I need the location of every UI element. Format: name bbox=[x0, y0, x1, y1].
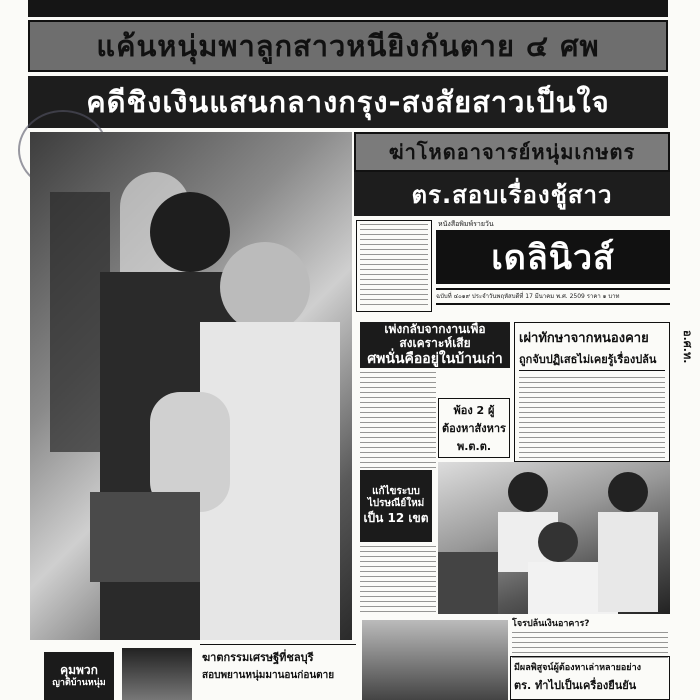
police-photo bbox=[438, 462, 670, 614]
bottom-right-text-2: ตร. ทำไปเป็นเครื่องยืนยัน bbox=[514, 679, 637, 692]
story-dead-body bbox=[360, 372, 436, 468]
bottom-mid-text-2: สอบพยานหนุ่มมานอนก่อนตาย bbox=[202, 670, 335, 681]
headline-2 bbox=[28, 76, 668, 128]
right-headline-dark bbox=[354, 172, 670, 216]
side-mark bbox=[676, 330, 696, 410]
story-dead-sub-text: ศพนั่นคืออยู่ในบ้านเก่า bbox=[367, 350, 503, 367]
bottom-left-text: คุมพวก bbox=[60, 662, 98, 677]
right-headline-grey bbox=[354, 132, 670, 172]
story-post-title: แก้ไขระบบ ไปรษณีย์ใหม่ bbox=[367, 486, 425, 509]
bottom-right-headline bbox=[510, 656, 670, 700]
side-mark-text: อ.ศ.ท. bbox=[681, 330, 694, 364]
masthead-dateline: ฉบับที่ ๔๐๑๙ ประจำวันพฤหัสบดีที่ 17 มีนาคม พ.ศ. 2509 ราคา ๑ บาท bbox=[436, 288, 670, 305]
question-text: โจรปล้นเงินอาคาร? bbox=[512, 619, 590, 629]
right-headline-grey-text: ฆ่าโหดอาจารย์หนุ่มเกษตร bbox=[388, 140, 636, 164]
bottom-photo bbox=[362, 620, 508, 700]
story-nongkhai-title: เผ่าทักษาจากหนองคาย bbox=[519, 331, 649, 346]
two-suspects-text: พ้อง 2 ผู้ต้องหาสังหาร พ.ต.ต. bbox=[442, 404, 506, 453]
masthead-title-text: เดลินิวส์ bbox=[491, 238, 615, 278]
masthead-title bbox=[436, 230, 670, 284]
story-post-sub: เป็น 12 เขต bbox=[363, 511, 429, 526]
question-caption bbox=[510, 614, 670, 654]
right-headline-dark-text: ตร.สอบเรื่องชู้สาว bbox=[411, 180, 613, 209]
bottom-left-text-2: ญาติบ้านหนุ่ม bbox=[52, 677, 106, 688]
bottom-portrait bbox=[122, 648, 192, 700]
masthead-area bbox=[436, 220, 670, 312]
main-photo bbox=[30, 132, 352, 640]
headline-1 bbox=[28, 20, 668, 72]
headline-2-text: คดีชิงเงินแสนกลางกรุง-สงสัยสาวเป็นใจ bbox=[86, 85, 610, 119]
story-nongkhai-sub: ถูกจับปฏิเสธไม่เคยรู้เรื่องปล้น bbox=[519, 350, 665, 371]
headline-1-text: แค้นหนุ่มพาลูกสาวหนียิงกันตาย ๔ ศพ bbox=[96, 29, 600, 63]
story-suspects-nongkhai bbox=[514, 322, 670, 462]
bottom-right-text: มีผลพิสูจน์ผู้ต้องหาเล่าหลายอย่าง bbox=[514, 663, 642, 673]
masthead-tag: หนังสือพิมพ์รายวัน bbox=[438, 220, 494, 228]
bottom-mid-text: ฆาตกรรมเศรษฐีที่ชลบุรี bbox=[202, 651, 314, 664]
story-post-body bbox=[360, 546, 436, 612]
story-dead-title-text: เพ่งกลับจากงานเพื่อสงเคราะห์เสีย bbox=[384, 322, 486, 350]
brief-box bbox=[356, 220, 432, 312]
top-banner-partial bbox=[28, 0, 668, 17]
story-dead-title bbox=[360, 322, 510, 368]
bottom-left-headline bbox=[44, 652, 114, 700]
two-suspects-box bbox=[438, 398, 510, 458]
bottom-mid-headline bbox=[200, 644, 356, 700]
story-post-reform bbox=[360, 470, 432, 542]
